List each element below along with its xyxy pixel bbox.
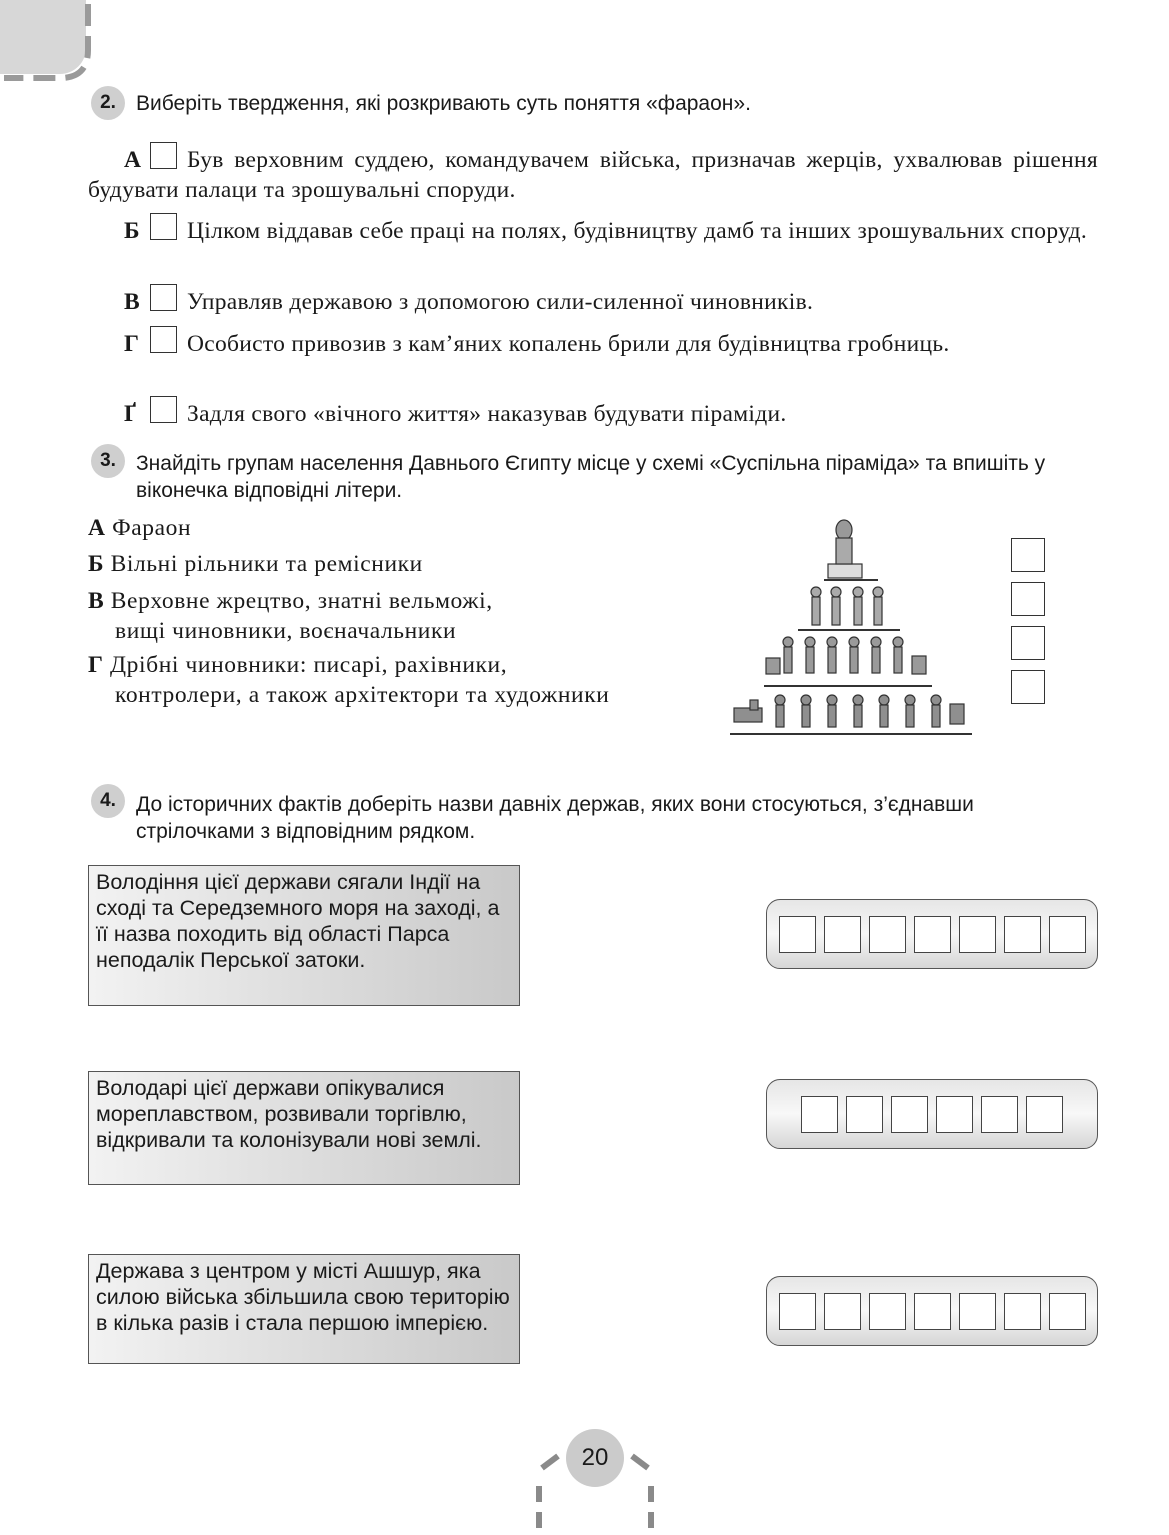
option-g-checkbox[interactable] [150, 396, 177, 423]
answer-letter-cell[interactable] [1004, 1293, 1041, 1330]
corner-dashed-border [0, 0, 100, 90]
option-letter: Б [124, 218, 140, 244]
task-4-prompt: До історичних фактів доберіть назви давніх держав, яких вони стосуються, з’єднавши стрілочками з відповідним рядком. [136, 793, 974, 843]
option-text: Цілком віддавав себе праці на полях, будівництву дамб та інших зрошувальних споруд. [187, 218, 1088, 244]
option-letter: А [124, 147, 142, 173]
task-2-option-a [88, 142, 1098, 205]
group-text-cont: контролери, а також архітектори та художники [115, 682, 610, 708]
task-2-option-v [88, 284, 1098, 317]
answer-letter-cell[interactable] [869, 1293, 906, 1330]
task-3-badge: 3. [91, 444, 125, 478]
option-text: Особисто привозив з кам’яних копалень брили для будівництва гробниць. [187, 331, 950, 357]
task-2-badge: 2. [91, 86, 125, 120]
answer-letter-cell[interactable] [1049, 916, 1086, 953]
task-2-prompt: Виберіть твердження, які розкривають суть поняття «фараон». [136, 92, 751, 115]
group-letter: В [88, 588, 105, 614]
answer-row-2[interactable] [766, 1079, 1098, 1149]
group-letter: А [88, 515, 106, 541]
group-letter: Г [88, 652, 104, 678]
social-pyramid-image [728, 518, 976, 740]
group-text: Дрібні чиновники: писарі, рахівники, [110, 652, 508, 678]
fact-box-3: Держава з центром у місті Ашшур, яка силою війська збільшила свою територію в кілька разів і стала першою імперією. [88, 1254, 520, 1364]
pyramid-answer-box-1[interactable] [1011, 538, 1045, 572]
pyramid-answer-box-4[interactable] [1011, 670, 1045, 704]
option-text: Був верховним суддею, командувачем війська, призначав жерців, ухвалював рішення будувати палаци та зрошувальні споруди. [88, 147, 1098, 203]
task-2-option-h [88, 326, 1098, 359]
fact-box-2: Володарі цієї держави опікувалися мореплавством, розвивали торгівлю, відкривали та колонізували нові землі. [88, 1071, 520, 1185]
pyramid-answer-box-2[interactable] [1011, 582, 1045, 616]
answer-letter-cell[interactable] [779, 916, 816, 953]
answer-letter-cell[interactable] [936, 1096, 973, 1133]
answer-letter-cell[interactable] [779, 1293, 816, 1330]
option-a-checkbox[interactable] [150, 142, 177, 169]
option-letter: В [124, 289, 140, 315]
answer-letter-cell[interactable] [959, 916, 996, 953]
task-2-option-b [88, 213, 1098, 246]
answer-letter-cell[interactable] [1049, 1293, 1086, 1330]
group-text-cont: вищі чиновники, воєначальники [115, 618, 457, 644]
answer-letter-cell[interactable] [914, 1293, 951, 1330]
page-number: 20 [566, 1429, 624, 1487]
option-letter: Ґ [124, 401, 137, 427]
group-text: Фараон [112, 515, 192, 541]
answer-letter-cell[interactable] [1026, 1096, 1063, 1133]
answer-row-1[interactable] [766, 899, 1098, 969]
group-text: Верховне жрецтво, знатні вельможі, [110, 588, 493, 614]
answer-letter-cell[interactable] [981, 1096, 1018, 1133]
group-a [88, 513, 618, 543]
answer-letter-cell[interactable] [914, 916, 951, 953]
pyramid-answer-box-3[interactable] [1011, 626, 1045, 660]
answer-letter-cell[interactable] [959, 1293, 996, 1330]
option-letter: Г [124, 331, 140, 357]
answer-letter-cell[interactable] [801, 1096, 838, 1133]
task-4-badge: 4. [91, 784, 125, 818]
option-h-checkbox[interactable] [150, 326, 177, 353]
answer-letter-cell[interactable] [1004, 916, 1041, 953]
task-3-prompt: Знайдіть групам населення Давнього Єгипту місце у схемі «Суспільна піраміда» та впишіть у віконечка відповідні літери. [136, 452, 1046, 502]
answer-row-3[interactable] [766, 1276, 1098, 1346]
answer-letter-cell[interactable] [824, 916, 861, 953]
group-h [88, 650, 618, 710]
answer-letter-cell[interactable] [846, 1096, 883, 1133]
group-v [88, 586, 618, 646]
fact-box-1: Володіння цієї держави сягали Індії на сході та Середземного моря на заході, а її назва походить від області Парса неподалік Перської затоки. [88, 865, 520, 1006]
group-b [88, 549, 618, 579]
group-letter: Б [88, 551, 105, 577]
task-2-option-g [88, 396, 1098, 429]
option-text: Задля свого «вічного життя» наказував будувати піраміди. [187, 401, 787, 427]
option-v-checkbox[interactable] [150, 284, 177, 311]
option-text: Управляв державою з допомогою сили-силенної чиновників. [187, 289, 814, 315]
answer-letter-cell[interactable] [891, 1096, 928, 1133]
answer-letter-cell[interactable] [824, 1293, 861, 1330]
group-text: Вільні рільники та ремісники [110, 551, 423, 577]
answer-letter-cell[interactable] [869, 916, 906, 953]
option-b-checkbox[interactable] [150, 213, 177, 240]
